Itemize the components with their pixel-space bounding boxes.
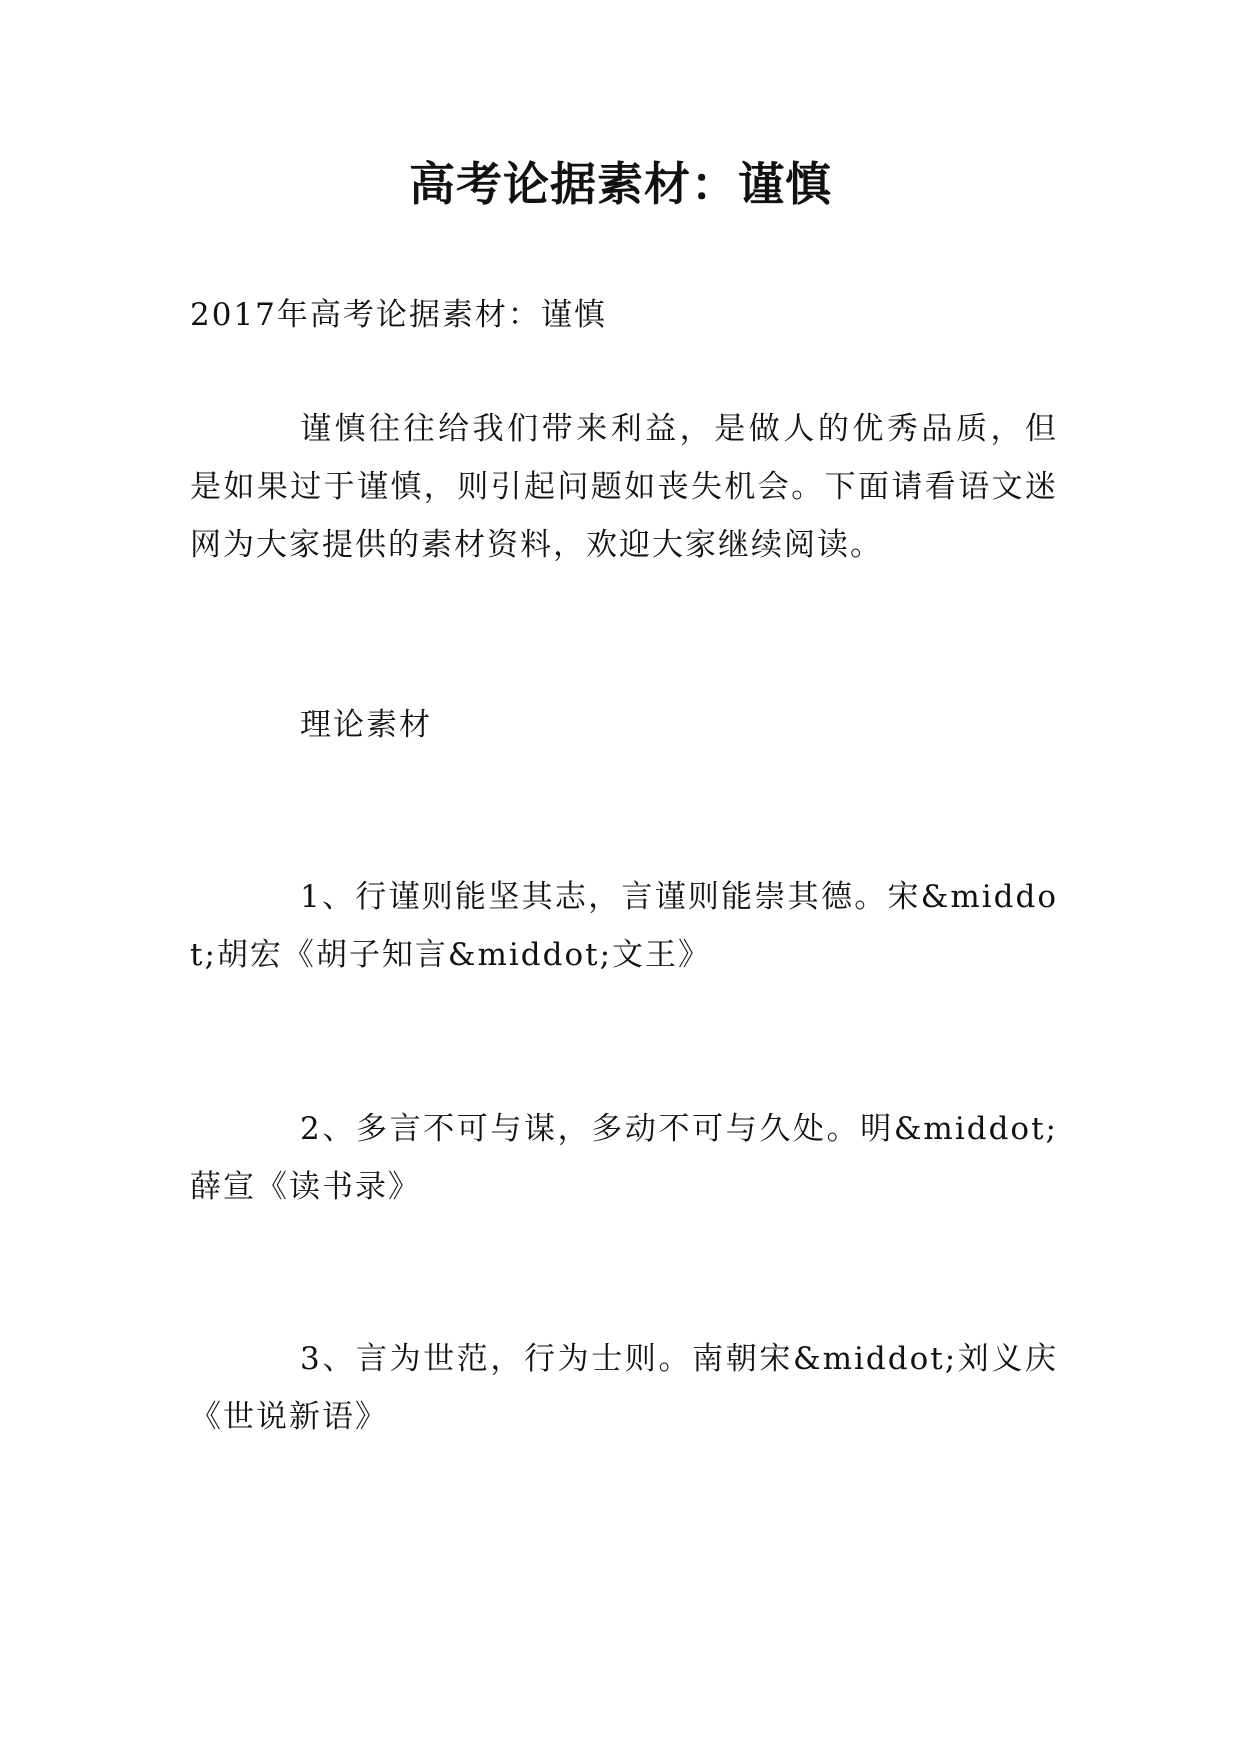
list-item: 3、言为世范，行为士则。南朝宋&middot;刘义庆《世说新语》 [190,1341,1058,1435]
document-subtitle: 2017年高考论据素材：谨慎 [190,297,607,333]
list-item: 1、行谨则能坚其志，言谨则能崇其德。宋&middot;胡宏《胡子知言&middot;文王》 [190,879,1058,973]
intro-paragraph: 谨慎往往给我们带来利益，是做人的优秀品质，但是如果过于谨慎，则引起问题如丧失机会。下面请看语文迷网为大家提供的素材资料，欢迎大家继续阅读。 [190,411,1058,563]
list-item: 2、多言不可与谋，多动不可与久处。明&middot;薛宣《读书录》 [190,1111,1058,1205]
document-title: 高考论据素材：谨慎 [409,157,832,211]
section-heading: 理论素材 [300,707,432,743]
